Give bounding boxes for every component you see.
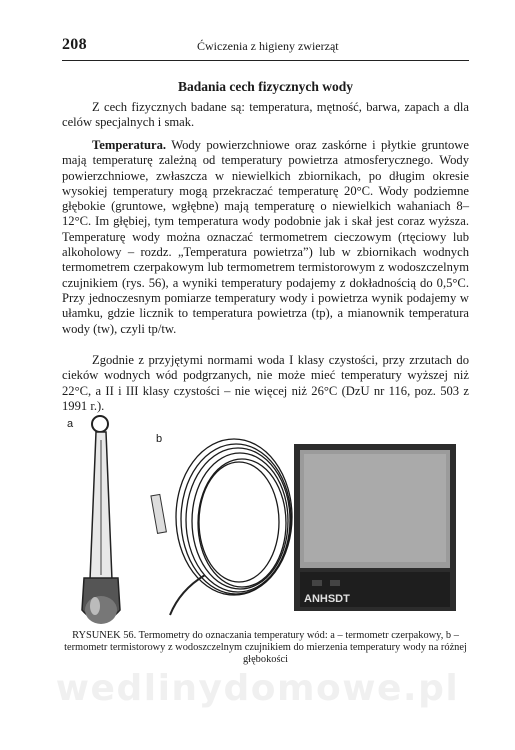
page-number: 208 (62, 36, 87, 53)
paragraph-norms: Zgodnie z przyjętymi normami woda I klasy czystości, przy zrzutach do cieków wodnych wód podgrzanych, nie może mieć temperatury wyższej niż 22°C, a II i III klasy czystości – nie więcej niż 26°C (DzU nr 116, poz. 503 z 1991 r.). (62, 353, 469, 413)
meter-brand-label: ANHSDT (304, 593, 350, 605)
figure-label-a: a (67, 418, 74, 430)
figure-label-b: b (156, 433, 163, 445)
site-watermark: wedlinydomowe.pl (55, 668, 460, 709)
paragraph-run-in-heading: Temperatura. (92, 138, 167, 152)
running-title: Ćwiczenia z higieny zwierząt (197, 39, 339, 53)
ladle-thermometer-image (70, 410, 150, 630)
paragraph-temperature-body: Wody powierzchniowe oraz zaskórne i płytkie gruntowe mają temperaturę zależną od temperatury powietrza atmosferycznego. Wody powierzchniowe, zwłaszcza w niewielkich zbiornikach, po długim okresie wysokiej temperatury mogą przekraczać temperaturę 20°C. Wody podziemne głębokie (gruntowe, wgłębne) mają temperaturę o niewielkich wahaniach 8–12°C. Im głębiej, tym temperatura wody podobnie jak i skał jest coraz wyższa. Temperaturę wody można oznaczać termometrem cieczowym (rtęciowy lub alkoholowy – rozdz. „Temperatura powietrza”) lub w zbiornikach wodnych termometrem czerpakowym lub termometrem termistorowym z wodoszczelnym czujnikiem (rys. 56), a wyniki temperatury podajemy z dokładnością do 0,5°C. Przy jednoczesnym pomiarze temperatury wody i powietrza wynik podajemy w ułamku, gdzie licznik to temperatura powietrza (tp), a mianownik temperatura wody (tw), czyli tp/tw. (62, 138, 469, 336)
digital-meter-image (290, 440, 460, 615)
paragraph-temperature (62, 138, 469, 337)
section-heading: Badania cech fizycznych wody (177, 79, 354, 94)
header-rule (62, 60, 469, 61)
figure-caption: RYSUNEK 56. Termometry do oznaczania temperatury wód: a – termometr czerpakowy, b – termometr termistorowy z wodoszczelnym czujnikiem do mierzenia temperatury wody na różnej głębokości (64, 630, 467, 665)
coiled-probe-cable-image (150, 425, 300, 625)
paragraph-intro: Z cech fizycznych badane są: temperatura, mętność, barwa, zapach a dla celów specjalnych i smak. (62, 100, 469, 130)
